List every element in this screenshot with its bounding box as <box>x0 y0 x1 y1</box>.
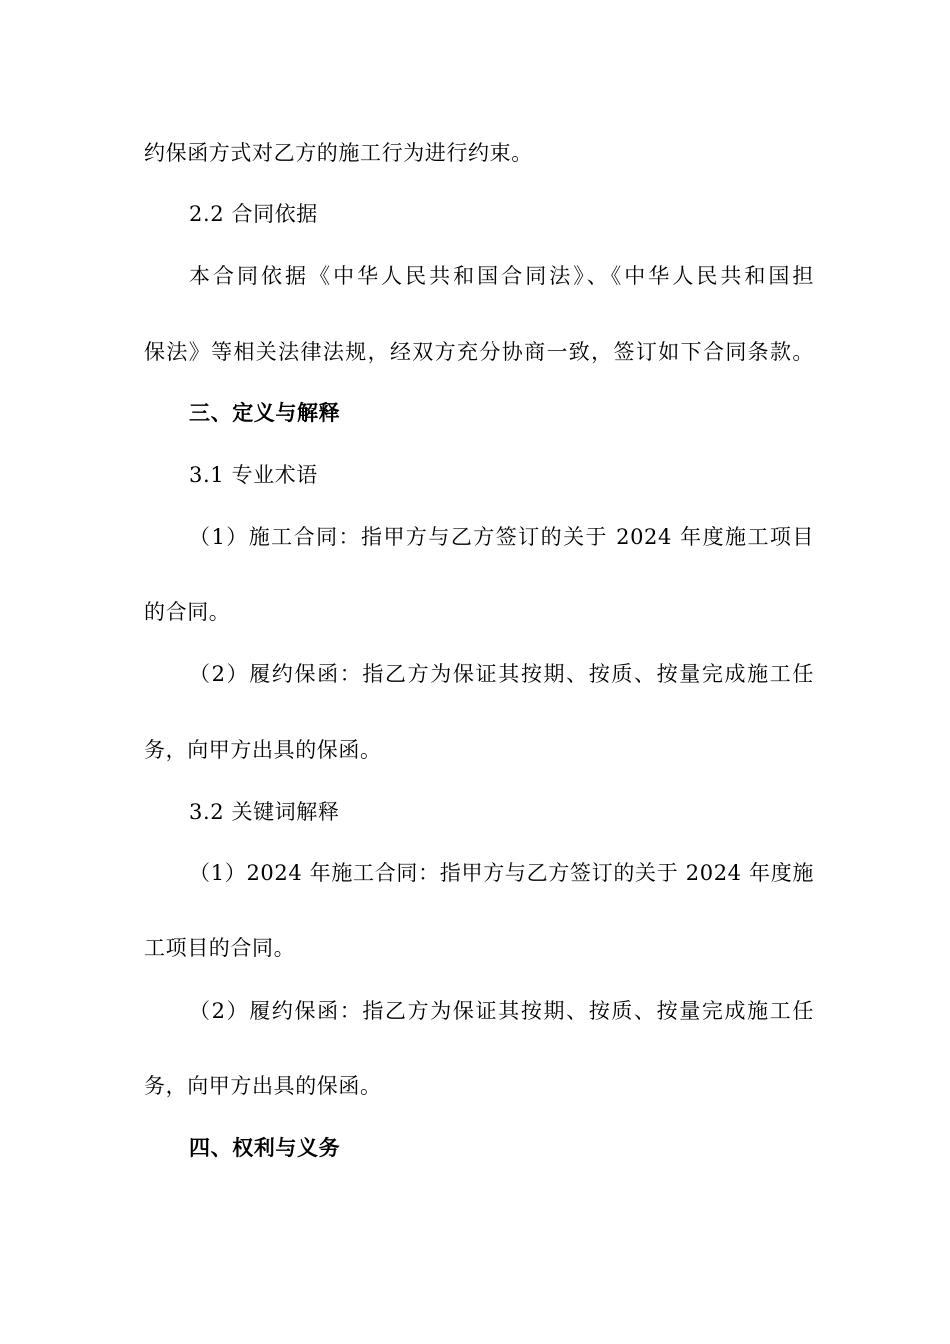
paragraph-line: 的合同。 <box>144 600 231 624</box>
paragraph-line: 约保函方式对乙方的施工行为进行约束。 <box>144 141 533 165</box>
paragraph-line: 本合同依据《中华人民共和国合同法》、《中华人民共和国担 <box>189 264 814 288</box>
subsection-heading: 3.1 专业术语 <box>189 463 318 487</box>
subsection-heading: 2.2 合同依据 <box>189 202 318 226</box>
paragraph-line: （2）履约保函：指乙方为保证其按期、按质、按量完成施工任 <box>189 999 814 1023</box>
paragraph-line: （1）2024 年施工合同：指甲方与乙方签订的关于 2024 年度施 <box>189 861 814 885</box>
paragraph-line: 务，向甲方出具的保函。 <box>144 738 382 762</box>
paragraph-line: 保法》等相关法律法规，经双方充分协商一致，签订如下合同条款。 <box>144 340 814 364</box>
paragraph-line: （2）履约保函：指乙方为保证其按期、按质、按量完成施工任 <box>189 662 814 686</box>
paragraph-line: 工项目的合同。 <box>144 936 296 960</box>
paragraph-line: 务，向甲方出具的保函。 <box>144 1074 382 1098</box>
subsection-heading: 3.2 关键词解释 <box>189 800 340 824</box>
paragraph-line: （1）施工合同：指甲方与乙方签订的关于 2024 年度施工项目 <box>189 525 814 549</box>
section-heading: 四、权利与义务 <box>189 1135 341 1160</box>
section-heading: 三、定义与解释 <box>189 400 341 425</box>
